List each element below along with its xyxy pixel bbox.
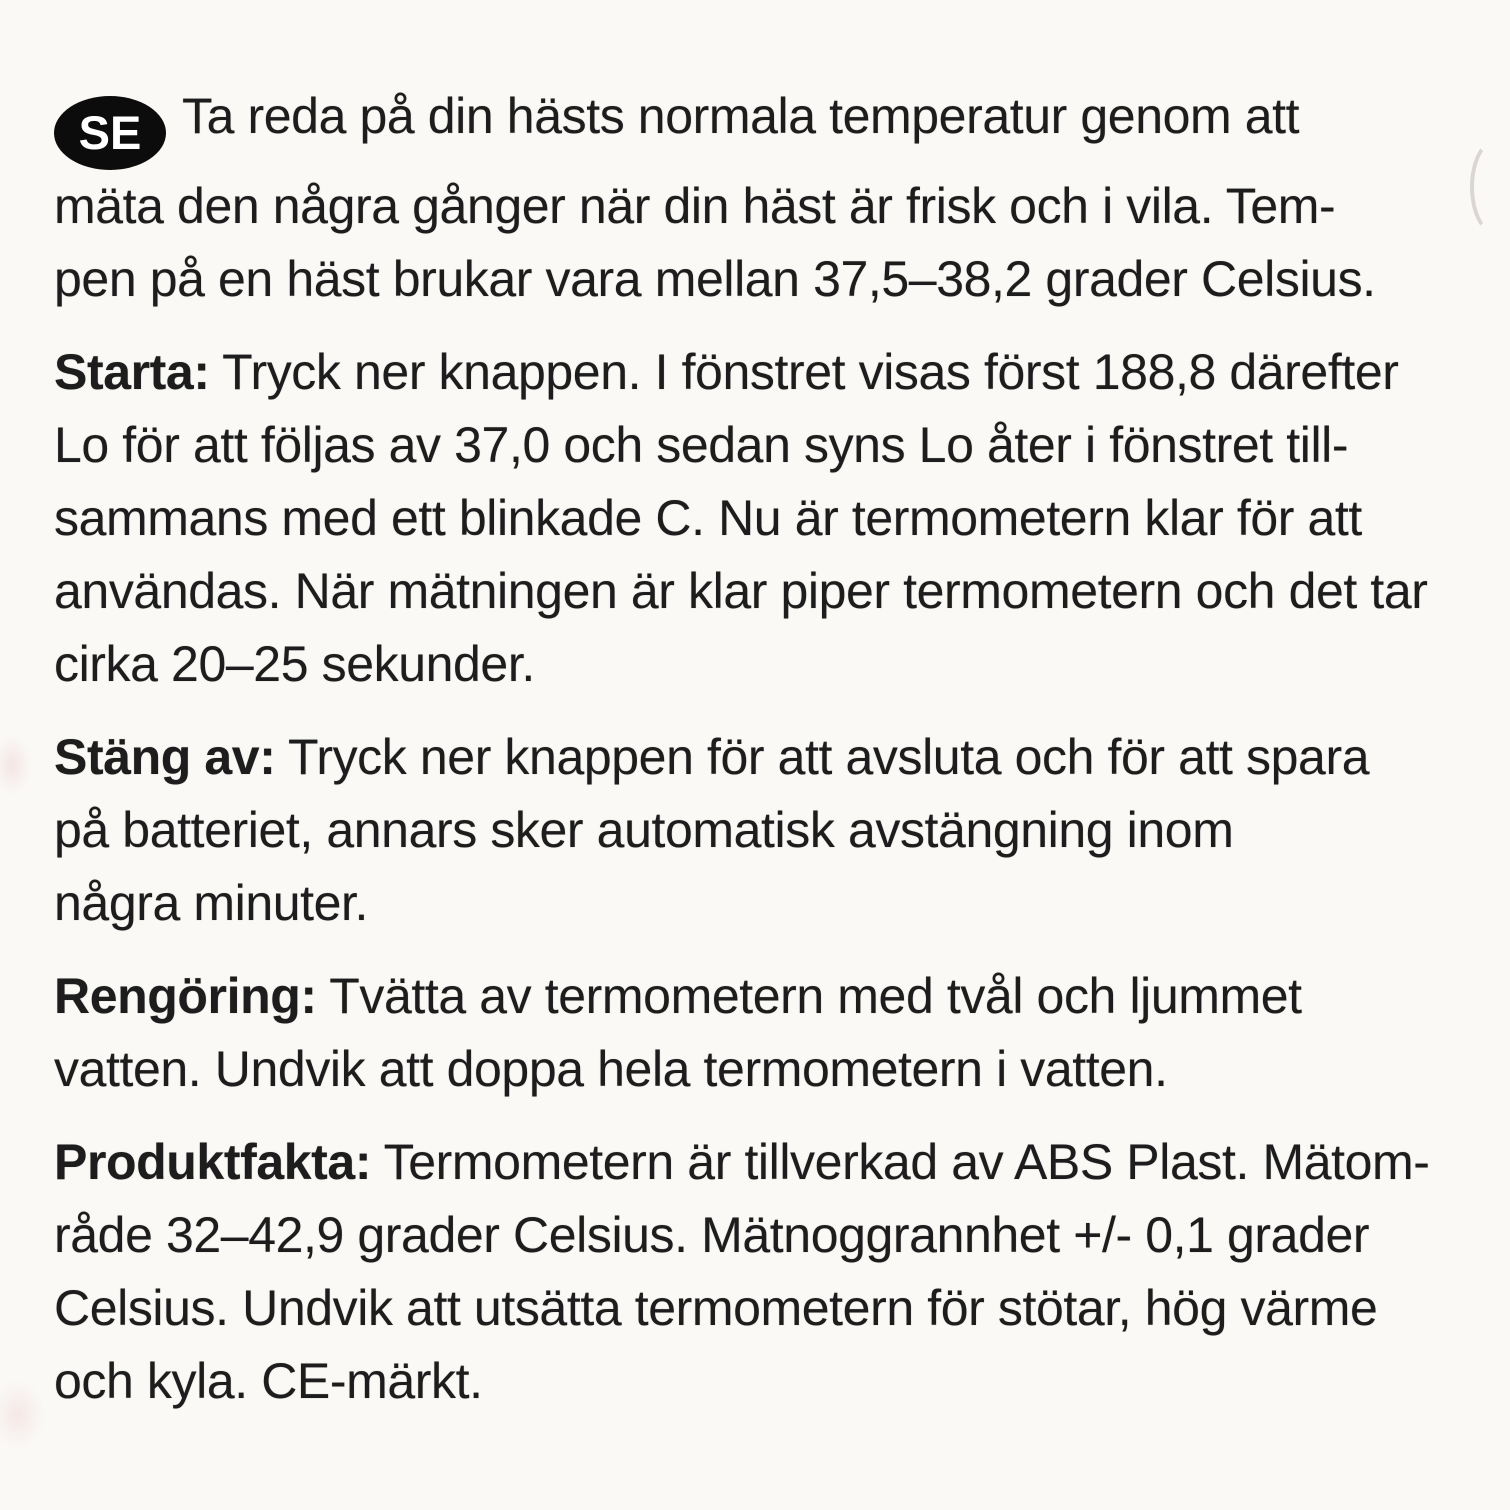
- start-line-4: användas. När mätningen är klar piper termometern och det tar: [54, 563, 1428, 619]
- scan-artifact-arc: [1470, 138, 1510, 236]
- power-off-text: Tryck ner knappen för att avsluta och för att spara: [288, 729, 1370, 785]
- product-facts-paragraph: [54, 1126, 1456, 1418]
- power-off-line-1: [54, 721, 1456, 794]
- intro-line-1: [54, 80, 1456, 170]
- cleaning-paragraph: [54, 960, 1456, 1106]
- intro-line-3: pen på en häst brukar vara mellan 37,5–38,2 grader Celsius.: [54, 251, 1376, 307]
- product-facts-line-1: [54, 1126, 1456, 1199]
- power-off-line-2: på batteriet, annars sker automatisk avstängning inom: [54, 802, 1234, 858]
- product-facts-line-3: Celsius. Undvik att utsätta termometern för stötar, hög värme: [54, 1280, 1378, 1336]
- start-text: Tryck ner knappen. I fönstret visas först 188,8 därefter: [222, 344, 1399, 400]
- product-facts-text: Termometern är tillverkad av ABS Plast. Mätom-: [383, 1134, 1430, 1190]
- start-line-2: Lo för att följas av 37,0 och sedan syns Lo åter i fönstret till-: [54, 417, 1349, 473]
- power-off-label: Stäng av:: [54, 729, 276, 785]
- start-paragraph: [54, 336, 1456, 701]
- scan-artifact-smudge: [0, 1380, 45, 1450]
- start-line-1: [54, 336, 1456, 409]
- cleaning-text: Tvätta av termometern med tvål och ljummet: [329, 968, 1302, 1024]
- product-facts-line-2: råde 32–42,9 grader Celsius. Mätnoggrannhet +/- 0,1 grader: [54, 1207, 1370, 1263]
- language-badge-se: SE: [54, 96, 166, 170]
- start-line-5: cirka 20–25 sekunder.: [54, 636, 535, 692]
- power-off-paragraph: [54, 721, 1456, 940]
- product-facts-label: Produktfakta:: [54, 1134, 372, 1190]
- start-label: Starta:: [54, 344, 210, 400]
- scan-artifact-smudge: [0, 735, 32, 795]
- intro-text: Ta reda på din hästs normala temperatur genom att: [182, 88, 1300, 144]
- cleaning-label: Rengöring:: [54, 968, 317, 1024]
- intro-paragraph: [54, 80, 1456, 316]
- start-line-3: sammans med ett blinkade C. Nu är termometern klar för att: [54, 490, 1362, 546]
- cleaning-line-2: vatten. Undvik att doppa hela termometern i vatten.: [54, 1041, 1168, 1097]
- power-off-line-3: några minuter.: [54, 875, 369, 931]
- product-facts-line-4: och kyla. CE-märkt.: [54, 1353, 483, 1409]
- intro-line-2: mäta den några gånger när din häst är frisk och i vila. Tem-: [54, 178, 1336, 234]
- cleaning-line-1: [54, 960, 1456, 1033]
